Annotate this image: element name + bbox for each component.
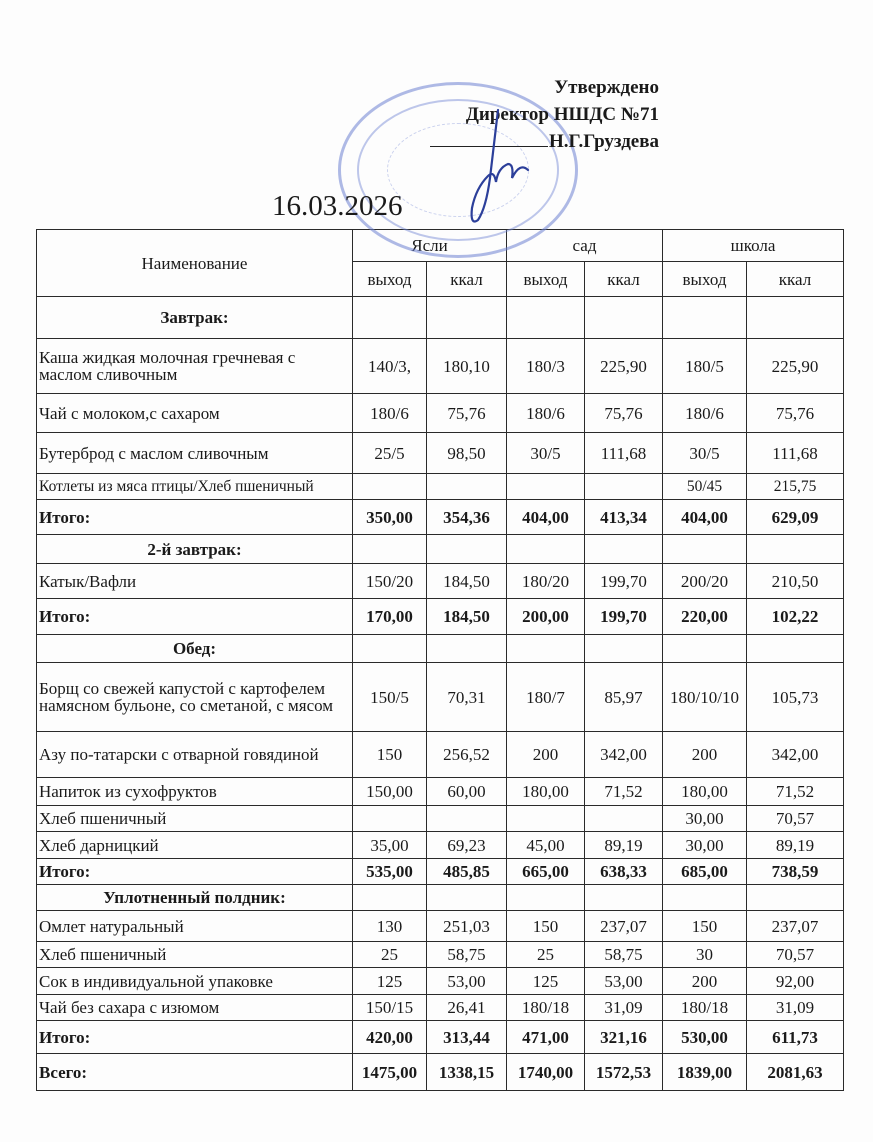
dish-name: Итого:	[37, 500, 353, 535]
cell-nursery-output: 150	[353, 732, 427, 778]
cell-school-output: 180,00	[663, 778, 747, 806]
cell-nursery-output	[353, 535, 427, 564]
cell-nursery-kcal: 1338,15	[427, 1054, 507, 1091]
cell-kindergarten-kcal	[585, 635, 663, 663]
cell-kindergarten-output: 200,00	[507, 599, 585, 635]
dish-name: Сок в индивидуальной упаковке	[37, 968, 353, 995]
cell-kindergarten-kcal: 58,75	[585, 942, 663, 968]
cell-school-output: 30	[663, 942, 747, 968]
dish-name: Итого:	[37, 1021, 353, 1054]
total-row	[37, 859, 844, 885]
item-row	[37, 564, 844, 599]
cell-school-kcal: 210,50	[747, 564, 844, 599]
cell-school-output: 180/18	[663, 995, 747, 1021]
cell-kindergarten-output: 150	[507, 911, 585, 942]
cell-school-output: 50/45	[663, 474, 747, 500]
cell-school-kcal: 225,90	[747, 339, 844, 394]
cell-school-output: 200/20	[663, 564, 747, 599]
cell-kindergarten-output	[507, 474, 585, 500]
item-row	[37, 663, 844, 732]
cell-kindergarten-kcal: 638,33	[585, 859, 663, 885]
column-group-nursery: Ясли	[353, 230, 507, 262]
cell-kindergarten-output: 125	[507, 968, 585, 995]
cell-school-kcal: 75,76	[747, 394, 844, 433]
item-row	[37, 832, 844, 859]
subheader-output: выход	[507, 262, 585, 297]
cell-school-kcal: 611,73	[747, 1021, 844, 1054]
cell-school-output: 200	[663, 968, 747, 995]
cell-nursery-kcal: 60,00	[427, 778, 507, 806]
cell-school-output	[663, 885, 747, 911]
item-row	[37, 433, 844, 474]
subheader-kcal: ккал	[747, 262, 844, 297]
section-row	[37, 885, 844, 911]
dish-name: Хлеб пшеничный	[37, 942, 353, 968]
cell-nursery-kcal	[427, 635, 507, 663]
cell-school-kcal: 92,00	[747, 968, 844, 995]
cell-kindergarten-output	[507, 885, 585, 911]
cell-nursery-kcal: 69,23	[427, 832, 507, 859]
item-row	[37, 394, 844, 433]
cell-nursery-output	[353, 635, 427, 663]
total-row	[37, 1021, 844, 1054]
cell-nursery-output: 350,00	[353, 500, 427, 535]
approval-position: Директор НШДС №71	[465, 104, 659, 125]
item-row	[37, 911, 844, 942]
cell-school-output: 30,00	[663, 832, 747, 859]
cell-school-kcal: 71,52	[747, 778, 844, 806]
dish-name: Азу по-татарски с отварной говядиной	[37, 732, 353, 778]
dish-name: Котлеты из мяса птицы/Хлеб пшеничный	[37, 474, 353, 500]
cell-nursery-output: 150/5	[353, 663, 427, 732]
cell-nursery-output: 150,00	[353, 778, 427, 806]
cell-kindergarten-kcal	[585, 474, 663, 500]
cell-nursery-output: 1475,00	[353, 1054, 427, 1091]
dish-name: Бутерброд с маслом сливочным	[37, 433, 353, 474]
subheader-kcal: ккал	[585, 262, 663, 297]
cell-kindergarten-kcal	[585, 535, 663, 564]
section-row	[37, 635, 844, 663]
cell-nursery-kcal	[427, 806, 507, 832]
cell-school-kcal: 31,09	[747, 995, 844, 1021]
cell-kindergarten-kcal	[585, 806, 663, 832]
cell-kindergarten-kcal: 85,97	[585, 663, 663, 732]
cell-kindergarten-kcal	[585, 885, 663, 911]
item-row	[37, 474, 844, 500]
column-group-school: школа	[663, 230, 844, 262]
total-row	[37, 500, 844, 535]
subheader-output: выход	[663, 262, 747, 297]
cell-kindergarten-kcal: 71,52	[585, 778, 663, 806]
dish-name: Каша жидкая молочная гречневая с маслом сливочным	[37, 339, 353, 394]
cell-nursery-output	[353, 297, 427, 339]
dish-name: Чай без сахара с изюмом	[37, 995, 353, 1021]
cell-kindergarten-kcal: 75,76	[585, 394, 663, 433]
cell-school-output: 1839,00	[663, 1054, 747, 1091]
item-row	[37, 732, 844, 778]
signature-line	[430, 128, 548, 147]
cell-kindergarten-kcal	[585, 297, 663, 339]
cell-school-kcal: 111,68	[747, 433, 844, 474]
cell-school-output: 200	[663, 732, 747, 778]
cell-kindergarten-output	[507, 806, 585, 832]
cell-school-output	[663, 635, 747, 663]
cell-kindergarten-output: 180/18	[507, 995, 585, 1021]
cell-nursery-kcal: 256,52	[427, 732, 507, 778]
item-row	[37, 806, 844, 832]
dish-name: Итого:	[37, 599, 353, 635]
menu-table	[36, 229, 844, 1091]
cell-nursery-output: 420,00	[353, 1021, 427, 1054]
dish-name: Хлеб пшеничный	[37, 806, 353, 832]
cell-kindergarten-kcal: 199,70	[585, 564, 663, 599]
cell-nursery-kcal: 184,50	[427, 599, 507, 635]
cell-kindergarten-output	[507, 297, 585, 339]
column-group-kindergarten: сад	[507, 230, 663, 262]
cell-nursery-output: 125	[353, 968, 427, 995]
cell-school-output: 404,00	[663, 500, 747, 535]
cell-school-output: 30/5	[663, 433, 747, 474]
dish-name: Борщ со свежей капустой с картофелем намясном бульоне, со сметаной, с мясом	[37, 663, 353, 732]
cell-school-output: 150	[663, 911, 747, 942]
cell-kindergarten-output	[507, 535, 585, 564]
cell-nursery-kcal: 58,75	[427, 942, 507, 968]
cell-school-kcal	[747, 535, 844, 564]
cell-school-output: 180/5	[663, 339, 747, 394]
dish-name: Чай с молоком,с сахаром	[37, 394, 353, 433]
cell-school-kcal	[747, 297, 844, 339]
cell-school-kcal	[747, 635, 844, 663]
cell-kindergarten-output: 665,00	[507, 859, 585, 885]
cell-school-kcal: 105,73	[747, 663, 844, 732]
cell-nursery-output: 130	[353, 911, 427, 942]
dish-name: Катык/Вафли	[37, 564, 353, 599]
dish-name: Омлет натуральный	[37, 911, 353, 942]
section-title: Завтрак:	[37, 297, 353, 339]
cell-school-output	[663, 535, 747, 564]
cell-kindergarten-output: 180/7	[507, 663, 585, 732]
cell-school-output: 220,00	[663, 599, 747, 635]
cell-kindergarten-output: 25	[507, 942, 585, 968]
cell-nursery-kcal: 98,50	[427, 433, 507, 474]
cell-nursery-output: 170,00	[353, 599, 427, 635]
cell-kindergarten-kcal: 321,16	[585, 1021, 663, 1054]
cell-kindergarten-kcal: 342,00	[585, 732, 663, 778]
item-row	[37, 778, 844, 806]
section-row	[37, 297, 844, 339]
approval-title: Утверждено	[554, 77, 659, 98]
cell-school-kcal: 738,59	[747, 859, 844, 885]
approval-signer	[430, 128, 659, 155]
item-row	[37, 339, 844, 394]
cell-kindergarten-output: 180/3	[507, 339, 585, 394]
cell-kindergarten-output	[507, 635, 585, 663]
cell-school-kcal: 342,00	[747, 732, 844, 778]
section-title: Обед:	[37, 635, 353, 663]
cell-kindergarten-output: 200	[507, 732, 585, 778]
cell-nursery-output	[353, 474, 427, 500]
cell-school-output: 180/6	[663, 394, 747, 433]
header-row-groups	[37, 230, 844, 262]
cell-nursery-output: 150/15	[353, 995, 427, 1021]
cell-nursery-kcal	[427, 535, 507, 564]
cell-nursery-output	[353, 806, 427, 832]
approval-block	[430, 74, 659, 155]
cell-school-output: 685,00	[663, 859, 747, 885]
column-header-name: Наименование	[37, 230, 353, 297]
item-row	[37, 968, 844, 995]
cell-kindergarten-output: 471,00	[507, 1021, 585, 1054]
total-row	[37, 599, 844, 635]
cell-nursery-output: 535,00	[353, 859, 427, 885]
cell-nursery-output: 25	[353, 942, 427, 968]
dish-name: Всего:	[37, 1054, 353, 1091]
cell-nursery-kcal: 75,76	[427, 394, 507, 433]
cell-kindergarten-output: 180/20	[507, 564, 585, 599]
section-title: 2-й завтрак:	[37, 535, 353, 564]
cell-school-kcal: 89,19	[747, 832, 844, 859]
cell-school-kcal: 215,75	[747, 474, 844, 500]
cell-kindergarten-output: 1740,00	[507, 1054, 585, 1091]
cell-nursery-kcal: 53,00	[427, 968, 507, 995]
approval-signer-name: Н.Г.Груздева	[548, 131, 659, 152]
cell-kindergarten-kcal: 31,09	[585, 995, 663, 1021]
cell-kindergarten-kcal: 413,34	[585, 500, 663, 535]
section-title: Уплотненный полдник:	[37, 885, 353, 911]
cell-school-kcal: 102,22	[747, 599, 844, 635]
menu-table-body	[37, 297, 844, 1091]
cell-nursery-output: 140/3,	[353, 339, 427, 394]
cell-school-kcal: 70,57	[747, 942, 844, 968]
dish-name: Хлеб дарницкий	[37, 832, 353, 859]
subheader-output: выход	[353, 262, 427, 297]
cell-school-kcal: 2081,63	[747, 1054, 844, 1091]
cell-kindergarten-output: 180/6	[507, 394, 585, 433]
dish-name: Итого:	[37, 859, 353, 885]
cell-nursery-kcal: 485,85	[427, 859, 507, 885]
item-row	[37, 942, 844, 968]
cell-school-output	[663, 297, 747, 339]
cell-nursery-kcal: 251,03	[427, 911, 507, 942]
cell-nursery-kcal: 70,31	[427, 663, 507, 732]
cell-school-output: 30,00	[663, 806, 747, 832]
cell-nursery-output: 25/5	[353, 433, 427, 474]
menu-date: 16.03.2026	[272, 190, 403, 222]
section-row	[37, 535, 844, 564]
cell-nursery-output: 35,00	[353, 832, 427, 859]
subheader-kcal: ккал	[427, 262, 507, 297]
cell-nursery-kcal: 26,41	[427, 995, 507, 1021]
cell-kindergarten-output: 45,00	[507, 832, 585, 859]
cell-nursery-kcal: 180,10	[427, 339, 507, 394]
cell-school-output: 180/10/10	[663, 663, 747, 732]
cell-nursery-output: 180/6	[353, 394, 427, 433]
cell-nursery-kcal: 184,50	[427, 564, 507, 599]
dish-name: Напиток из сухофруктов	[37, 778, 353, 806]
cell-nursery-kcal	[427, 474, 507, 500]
cell-school-kcal: 629,09	[747, 500, 844, 535]
cell-school-kcal	[747, 885, 844, 911]
cell-nursery-output: 150/20	[353, 564, 427, 599]
cell-kindergarten-output: 180,00	[507, 778, 585, 806]
cell-kindergarten-kcal: 225,90	[585, 339, 663, 394]
cell-nursery-kcal: 313,44	[427, 1021, 507, 1054]
cell-nursery-kcal: 354,36	[427, 500, 507, 535]
cell-kindergarten-kcal: 199,70	[585, 599, 663, 635]
cell-school-kcal: 70,57	[747, 806, 844, 832]
cell-school-output: 530,00	[663, 1021, 747, 1054]
cell-kindergarten-kcal: 89,19	[585, 832, 663, 859]
cell-nursery-kcal	[427, 885, 507, 911]
cell-school-kcal: 237,07	[747, 911, 844, 942]
cell-kindergarten-kcal: 237,07	[585, 911, 663, 942]
cell-kindergarten-kcal: 1572,53	[585, 1054, 663, 1091]
total-row	[37, 1054, 844, 1091]
item-row	[37, 995, 844, 1021]
cell-kindergarten-output: 30/5	[507, 433, 585, 474]
cell-kindergarten-output: 404,00	[507, 500, 585, 535]
cell-kindergarten-kcal: 111,68	[585, 433, 663, 474]
cell-kindergarten-kcal: 53,00	[585, 968, 663, 995]
cell-nursery-output	[353, 885, 427, 911]
cell-nursery-kcal	[427, 297, 507, 339]
